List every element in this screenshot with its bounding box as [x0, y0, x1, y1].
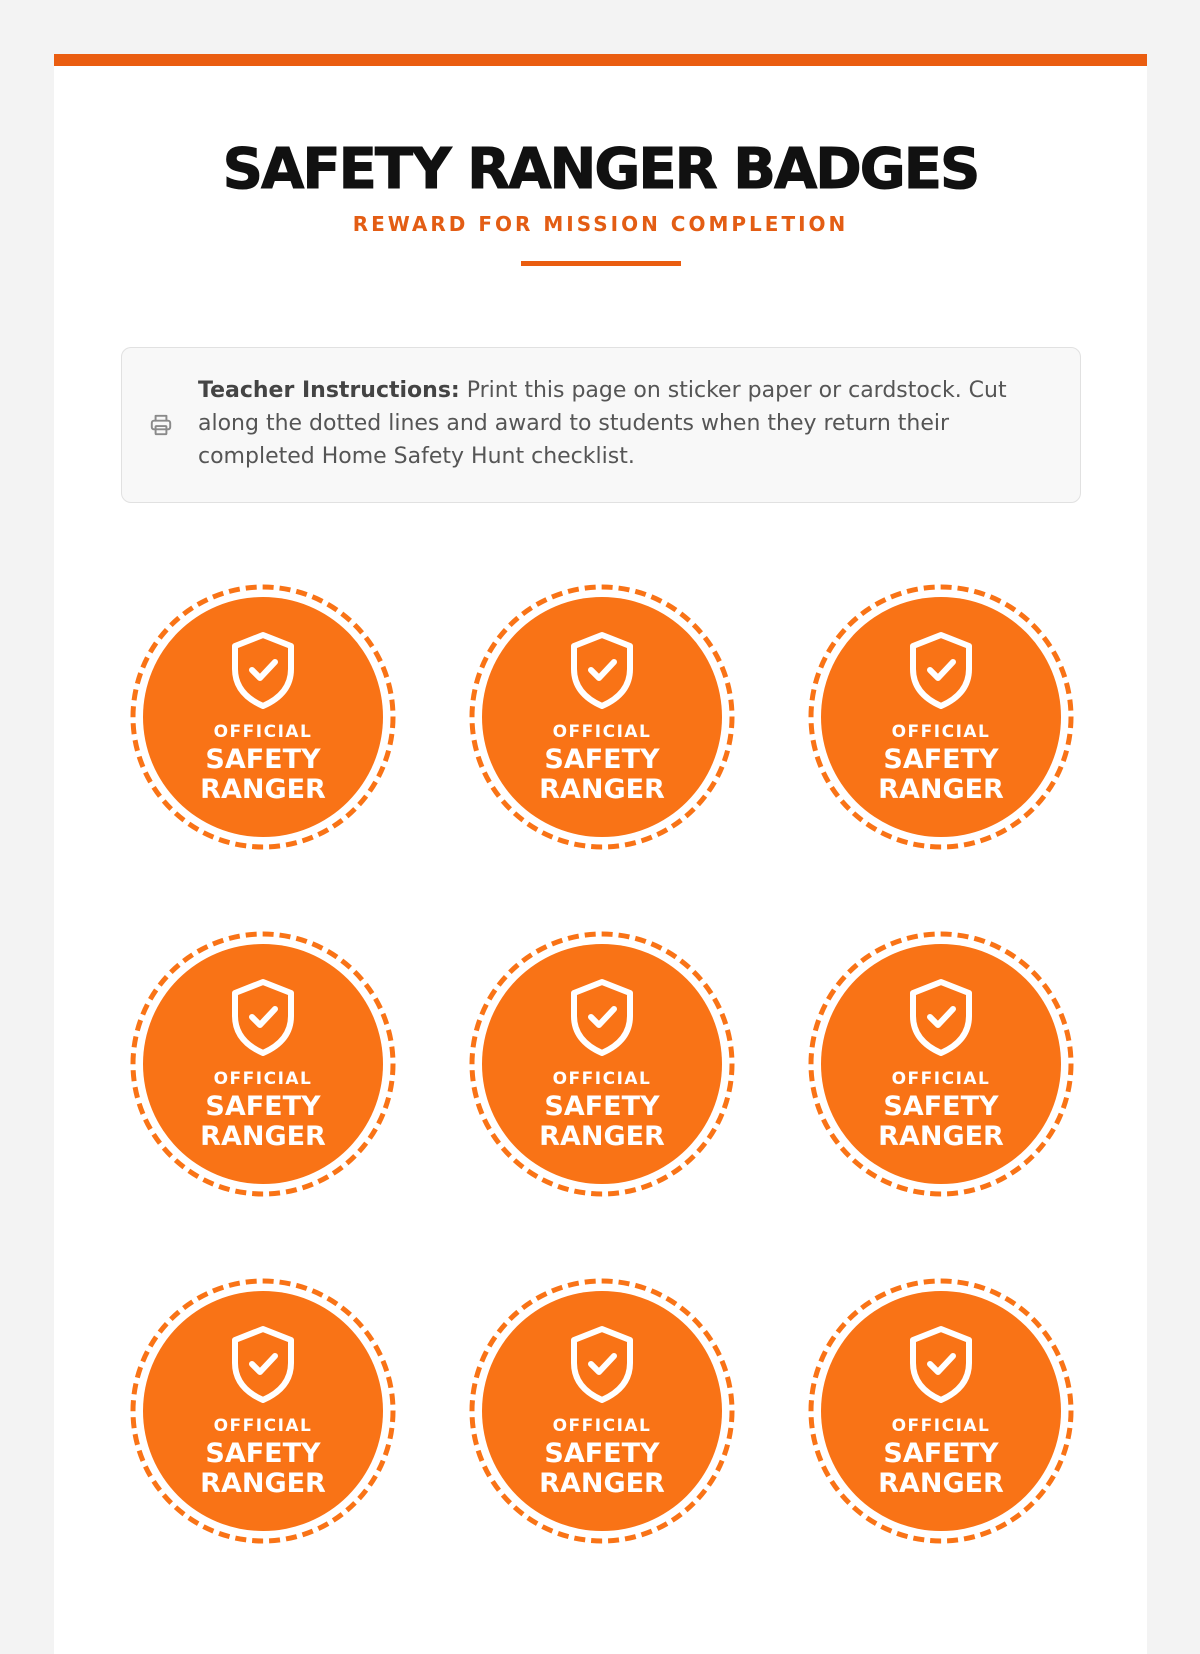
- badge-label-official: OFFICIAL: [213, 722, 313, 742]
- badge-sticker: [806, 929, 1076, 1199]
- badge-label-safety: SAFETY: [205, 1091, 321, 1122]
- badge-sticker: [467, 1276, 737, 1546]
- badge-label-official: OFFICIAL: [891, 722, 991, 742]
- badge-label-official: OFFICIAL: [552, 1416, 652, 1436]
- badge-label-official: OFFICIAL: [552, 722, 652, 742]
- badge-label-ranger: RANGER: [878, 774, 1004, 805]
- badge-sticker: [806, 1276, 1076, 1546]
- badge-label-ranger: RANGER: [200, 1121, 326, 1152]
- badge-label-official: OFFICIAL: [213, 1069, 313, 1089]
- badge-label-safety: SAFETY: [544, 1438, 660, 1469]
- badge-label-ranger: RANGER: [878, 1468, 1004, 1499]
- badge-label-ranger: RANGER: [878, 1121, 1004, 1152]
- badge-sheet: [54, 54, 1147, 1654]
- badge-label-safety: SAFETY: [883, 1438, 999, 1469]
- badge-sticker: [128, 929, 398, 1199]
- badge-grid: [54, 66, 1147, 1654]
- badge-label-ranger: RANGER: [539, 1468, 665, 1499]
- badge-label-ranger: RANGER: [539, 774, 665, 805]
- badge-sticker: [806, 582, 1076, 852]
- badge-label-official: OFFICIAL: [891, 1069, 991, 1089]
- badge-label-safety: SAFETY: [205, 744, 321, 775]
- badge-label-safety: SAFETY: [544, 1091, 660, 1122]
- badge-sticker: [128, 1276, 398, 1546]
- badge-label-ranger: RANGER: [200, 1468, 326, 1499]
- badge-label-official: OFFICIAL: [891, 1416, 991, 1436]
- badge-label-official: OFFICIAL: [552, 1069, 652, 1089]
- instructions-label: Teacher Instructions:: [198, 378, 460, 403]
- page-title: SAFETY RANGER BADGES: [222, 137, 979, 202]
- instructions-body: Print this page on sticker paper or cardstock. Cut along the dotted lines and award to students when they return their completed Home Safety Hunt checklist.: [198, 378, 1007, 469]
- badge-label-official: OFFICIAL: [213, 1416, 313, 1436]
- page-subtitle: REWARD FOR MISSION COMPLETION: [352, 212, 849, 236]
- badge-label-ranger: RANGER: [200, 774, 326, 805]
- badge-sticker: [467, 582, 737, 852]
- badge-label-safety: SAFETY: [205, 1438, 321, 1469]
- badge-label-safety: SAFETY: [883, 744, 999, 775]
- badge-label-safety: SAFETY: [544, 744, 660, 775]
- badge-sticker: [467, 929, 737, 1199]
- badge-label-ranger: RANGER: [539, 1121, 665, 1152]
- badge-label-safety: SAFETY: [883, 1091, 999, 1122]
- badge-sticker: [128, 582, 398, 852]
